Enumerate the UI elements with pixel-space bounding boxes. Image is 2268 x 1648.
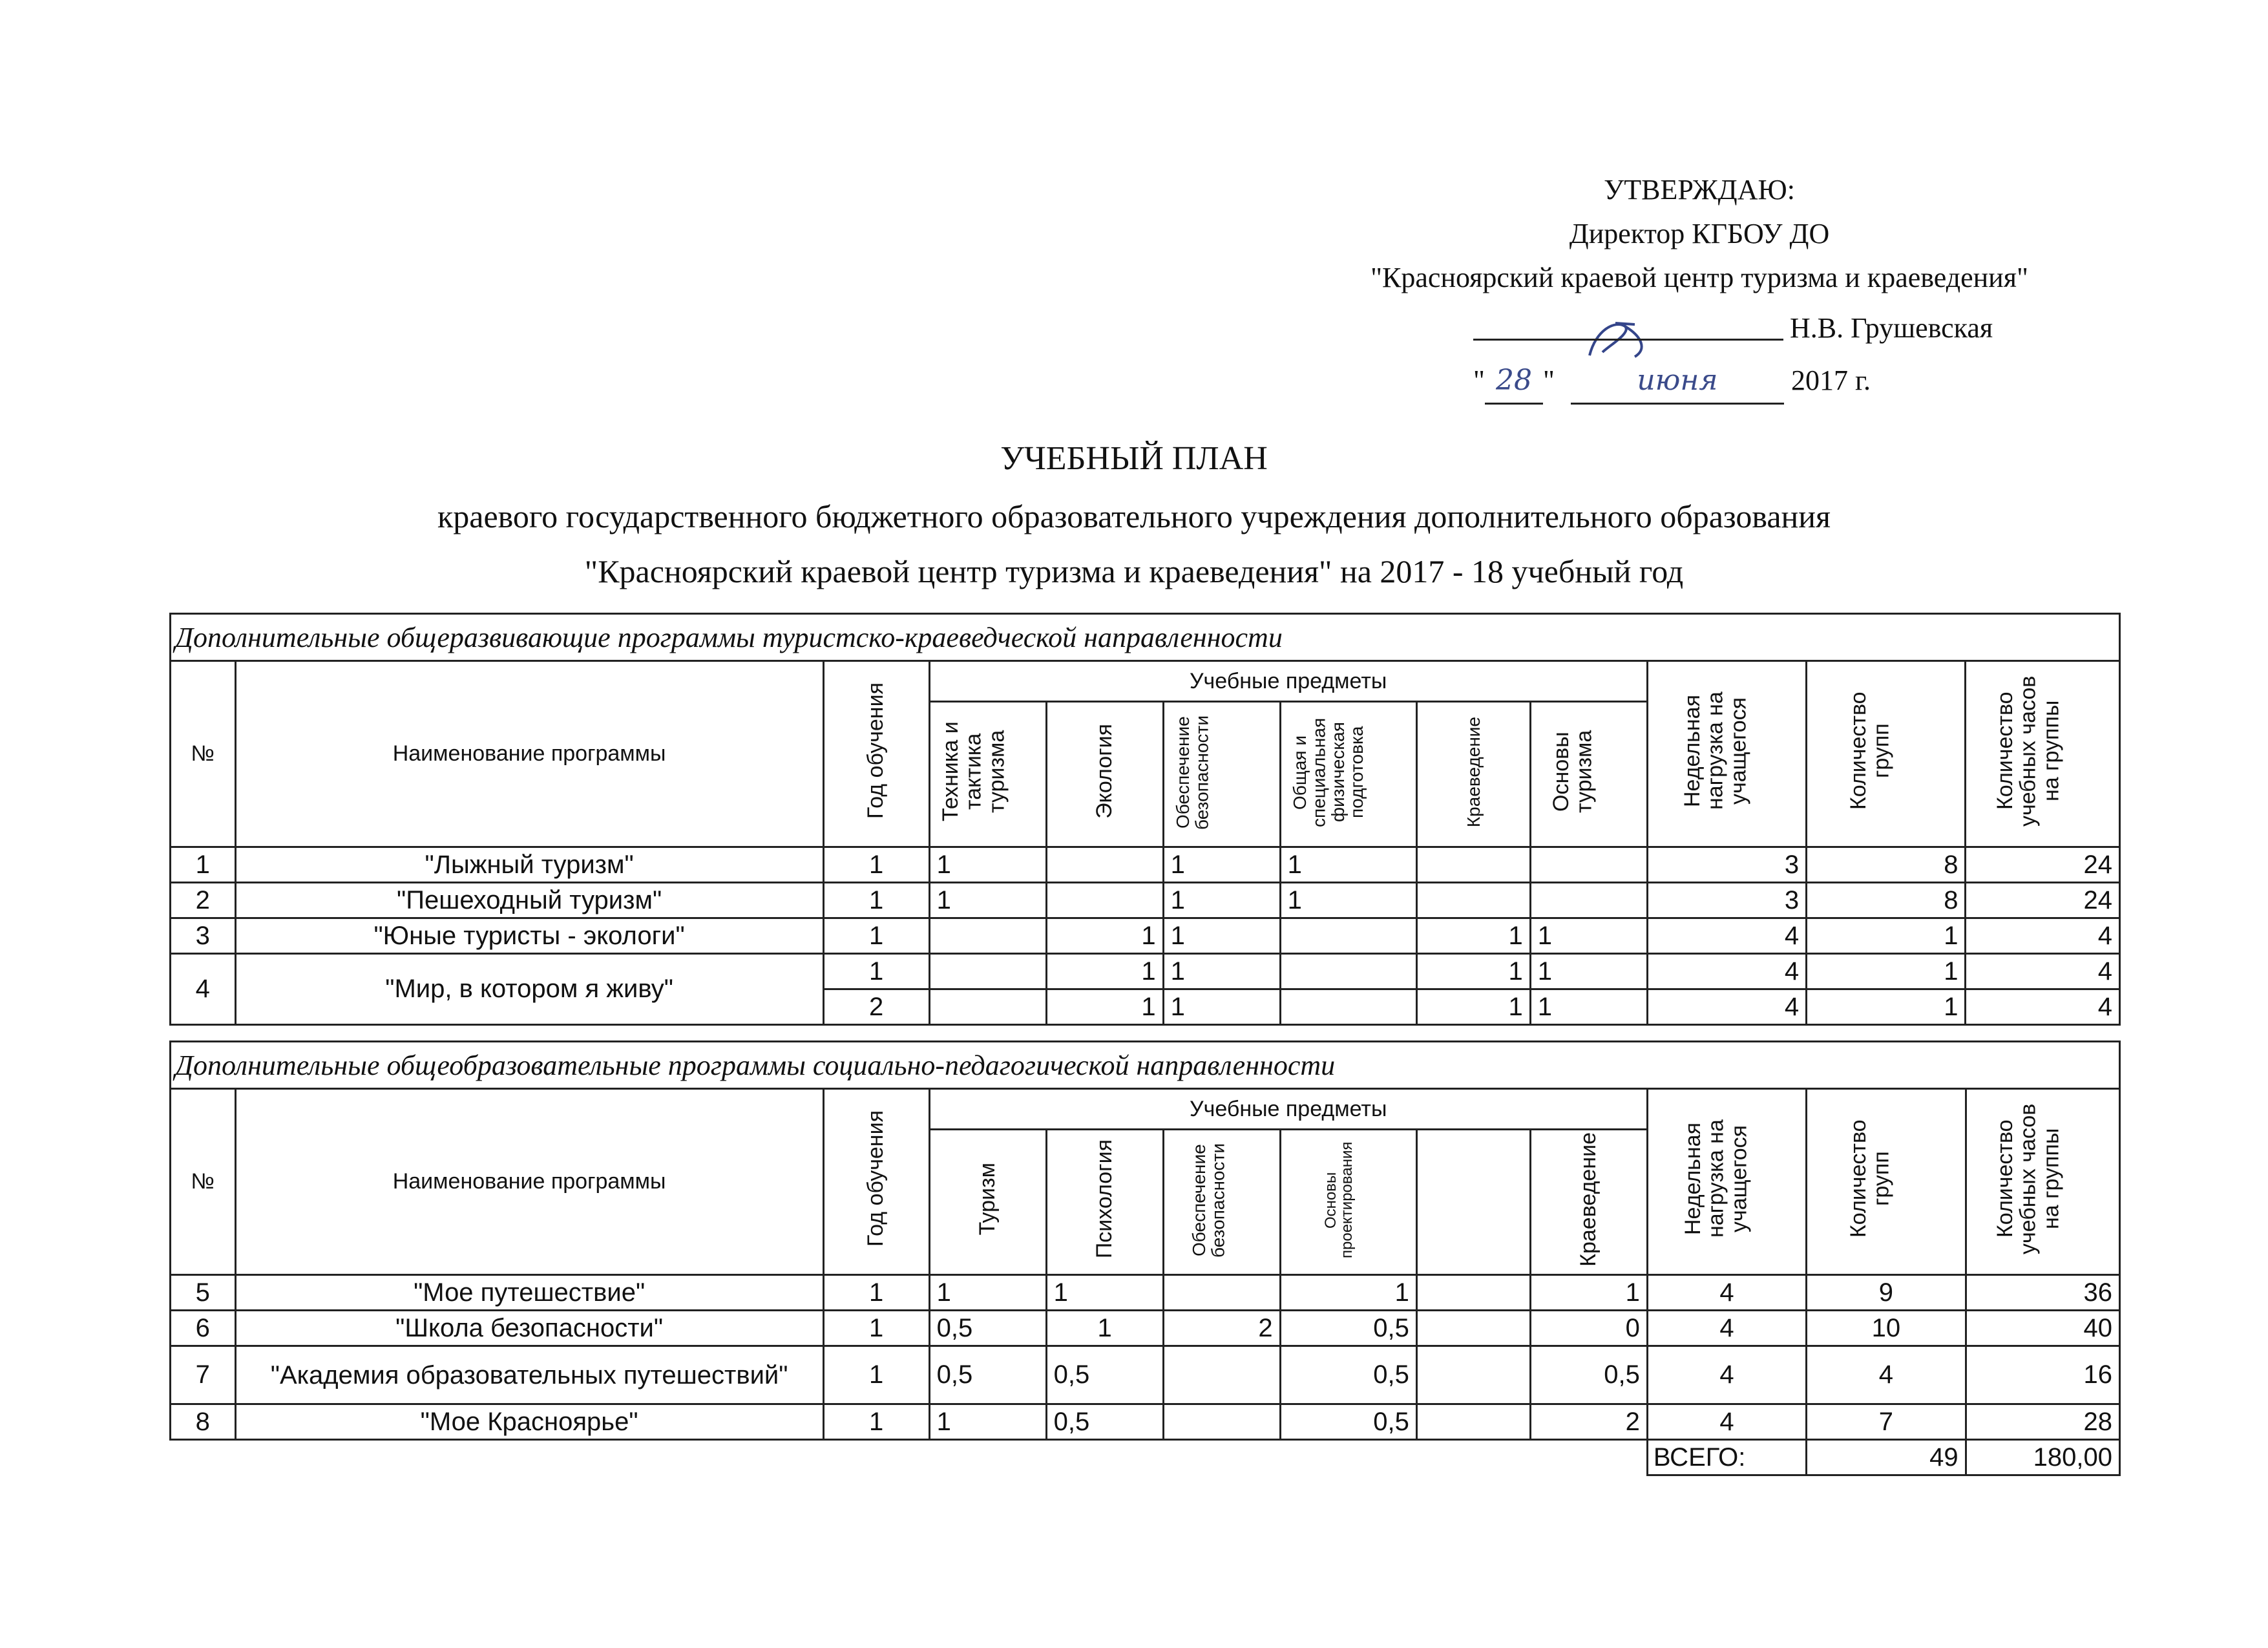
row-hours: 24 xyxy=(1966,883,2120,918)
table-row xyxy=(171,1311,2120,1346)
row-num: 6 xyxy=(171,1311,236,1346)
row-year: 1 xyxy=(823,883,929,918)
section1-table xyxy=(169,613,2121,1026)
row-num: 8 xyxy=(171,1404,236,1440)
table-row xyxy=(171,883,2120,918)
row-groups: 10 xyxy=(1807,1311,1966,1346)
signer-name: Н.В. Грушевская xyxy=(1790,312,1993,344)
row-num: 7 xyxy=(171,1346,236,1404)
row-name: "Академия образовательных путешествий" xyxy=(235,1346,823,1404)
row-s5 xyxy=(1416,883,1530,918)
row-s2: 0,5 xyxy=(1046,1346,1163,1404)
row-s2: 1 xyxy=(1046,989,1163,1025)
header-groups: Количество групп xyxy=(1845,1119,1894,1238)
header-subject-6: Основы туризма xyxy=(1548,730,1597,813)
row-s2 xyxy=(1046,883,1163,918)
row-name: "Пешеходный туризм" xyxy=(235,883,823,918)
row-s5 xyxy=(1416,847,1530,883)
total-label: ВСЕГО: xyxy=(1647,1440,1806,1475)
row-s2: 1 xyxy=(1046,954,1163,989)
table-row xyxy=(171,918,2120,954)
row-s3 xyxy=(1163,1346,1280,1404)
row-s6: 1 xyxy=(1530,989,1647,1025)
row-num: 3 xyxy=(171,918,236,954)
row-s5 xyxy=(1416,1346,1530,1404)
header-subject-5: Краеведение xyxy=(1463,716,1484,828)
section2-table xyxy=(169,1041,2121,1476)
header-year: Год обучения xyxy=(863,682,888,819)
row-groups: 1 xyxy=(1807,918,1966,954)
row-s2 xyxy=(1046,847,1163,883)
header-subject-1: Туризм xyxy=(974,1163,1000,1236)
row-hours: 4 xyxy=(1966,989,2120,1025)
row-s6 xyxy=(1530,883,1647,918)
table-row xyxy=(171,847,2120,883)
row-groups: 4 xyxy=(1807,1346,1966,1404)
row-s6: 1 xyxy=(1530,1275,1647,1311)
header-subject-4: Общая и специальная физическая подготовка xyxy=(1289,717,1367,827)
header-subject-4: Основы проектирования xyxy=(1321,1141,1356,1258)
row-s6: 1 xyxy=(1530,954,1647,989)
row-s1: 1 xyxy=(929,1404,1046,1440)
header-subject-2: Экология xyxy=(1091,724,1117,819)
header-hours: Количество учебных часов на группы xyxy=(1993,1103,2064,1254)
table-row xyxy=(171,1346,2120,1404)
total-hours: 180,00 xyxy=(1966,1440,2119,1475)
approval-position: Директор КГБОУ ДО xyxy=(1569,218,1830,249)
row-s4: 0,5 xyxy=(1280,1404,1416,1440)
row-s6: 1 xyxy=(1530,918,1647,954)
row-year: 2 xyxy=(823,989,929,1025)
row-s1: 0,5 xyxy=(929,1346,1046,1404)
row-name: "Лыжный туризм" xyxy=(235,847,823,883)
header-subject-3: Обеспечение безопасности xyxy=(1172,715,1212,830)
table-row xyxy=(171,954,2120,989)
row-s2: 1 xyxy=(1046,1311,1163,1346)
date-year: 2017 г. xyxy=(1790,364,1871,396)
row-groups: 1 xyxy=(1807,989,1966,1025)
date-quote-open: " xyxy=(1473,364,1485,396)
row-year: 1 xyxy=(823,954,929,989)
row-hours: 24 xyxy=(1966,847,2120,883)
section2-title: Дополнительные общеобразовательные программы социально-педагогической направленности xyxy=(171,1042,2120,1089)
row-groups: 9 xyxy=(1807,1275,1966,1311)
row-s5: 1 xyxy=(1416,918,1530,954)
row-s2: 0,5 xyxy=(1046,1404,1163,1440)
row-num: 4 xyxy=(171,954,236,1025)
row-s4: 0,5 xyxy=(1280,1311,1416,1346)
row-load: 4 xyxy=(1647,1275,1806,1311)
row-groups: 1 xyxy=(1807,954,1966,989)
row-s3: 1 xyxy=(1163,847,1280,883)
row-s4 xyxy=(1280,918,1416,954)
approval-block xyxy=(1279,168,2119,397)
row-s3: 1 xyxy=(1163,918,1280,954)
header-year: Год обучения xyxy=(863,1110,888,1247)
row-name: "Мое путешествие" xyxy=(235,1275,823,1311)
row-num: 2 xyxy=(171,883,236,918)
row-name: "Мир, в котором я живу" xyxy=(235,954,823,1025)
row-year: 1 xyxy=(823,1275,929,1311)
row-s2: 1 xyxy=(1046,1275,1163,1311)
row-s4: 0,5 xyxy=(1280,1346,1416,1404)
row-s4 xyxy=(1280,989,1416,1025)
row-groups: 8 xyxy=(1807,883,1966,918)
row-year: 1 xyxy=(823,918,929,954)
row-load: 4 xyxy=(1647,1311,1806,1346)
row-name: "Юные туристы - экологи" xyxy=(235,918,823,954)
date-day-field xyxy=(1485,359,1543,405)
row-s1 xyxy=(929,989,1046,1025)
signature-line xyxy=(1473,339,1783,341)
row-s3 xyxy=(1163,1404,1280,1440)
row-year: 1 xyxy=(823,1404,929,1440)
row-s4: 1 xyxy=(1280,883,1416,918)
row-load: 4 xyxy=(1647,1404,1806,1440)
header-load: Недельная нагрузка на учащегося xyxy=(1680,1119,1751,1238)
total-groups: 49 xyxy=(1807,1440,1966,1475)
row-s1: 1 xyxy=(929,1275,1046,1311)
header-hours: Количество учебных часов на группы xyxy=(1993,675,2064,827)
row-s6: 0 xyxy=(1530,1311,1647,1346)
row-s3: 2 xyxy=(1163,1311,1280,1346)
row-load: 3 xyxy=(1647,847,1806,883)
header-subject-2: Психология xyxy=(1091,1139,1117,1259)
row-s1: 1 xyxy=(929,847,1046,883)
row-name: "Школа безопасности" xyxy=(235,1311,823,1346)
row-s3 xyxy=(1163,1275,1280,1311)
row-s3: 1 xyxy=(1163,989,1280,1025)
row-hours: 4 xyxy=(1966,918,2120,954)
row-year: 1 xyxy=(823,1346,929,1404)
row-year: 1 xyxy=(823,847,929,883)
row-s5 xyxy=(1416,1311,1530,1346)
row-hours: 40 xyxy=(1966,1311,2119,1346)
row-s6: 2 xyxy=(1530,1404,1647,1440)
approval-organization: "Красноярский краевой центр туризма и краеведения" xyxy=(1370,262,2028,293)
row-s5: 1 xyxy=(1416,954,1530,989)
row-load: 4 xyxy=(1647,954,1806,989)
row-hours: 16 xyxy=(1966,1346,2119,1404)
row-s1: 0,5 xyxy=(929,1311,1046,1346)
row-groups: 8 xyxy=(1807,847,1966,883)
row-s3: 1 xyxy=(1163,883,1280,918)
row-s4: 1 xyxy=(1280,847,1416,883)
header-subject-3: Обеспечение безопасности xyxy=(1188,1143,1228,1258)
date-quote-close: " xyxy=(1542,364,1555,396)
row-load: 3 xyxy=(1647,883,1806,918)
row-num: 5 xyxy=(171,1275,236,1311)
total-spacer xyxy=(171,1440,1648,1475)
date-month: июня xyxy=(1637,364,1718,397)
header-subjects: Учебные предметы xyxy=(929,661,1647,702)
row-hours: 36 xyxy=(1966,1275,2119,1311)
header-groups: Количество групп xyxy=(1845,692,1894,810)
header-num: № xyxy=(171,661,236,847)
row-load: 4 xyxy=(1647,989,1806,1025)
row-s6: 0,5 xyxy=(1530,1346,1647,1404)
document-subtitle-1: краевого государственного бюджетного образовательного учреждения дополнительного образования xyxy=(437,498,1831,534)
header-name: Наименование программы xyxy=(235,1089,823,1275)
row-s5 xyxy=(1416,1404,1530,1440)
row-load: 4 xyxy=(1647,1346,1806,1404)
header-subjects: Учебные предметы xyxy=(929,1089,1647,1130)
header-num: № xyxy=(171,1089,236,1275)
row-s1 xyxy=(929,954,1046,989)
document-subtitle-2: "Красноярский краевой центр туризма и краеведения" на 2017 - 18 учебный год xyxy=(584,553,1684,589)
row-hours: 4 xyxy=(1966,954,2120,989)
row-s2: 1 xyxy=(1046,918,1163,954)
row-s4 xyxy=(1280,954,1416,989)
row-year: 1 xyxy=(823,1311,929,1346)
row-s4: 1 xyxy=(1280,1275,1416,1311)
approval-heading: УТВЕРЖДАЮ: xyxy=(1604,174,1795,206)
table-row xyxy=(171,1404,2120,1440)
header-name: Наименование программы xyxy=(235,661,823,847)
header-load: Недельная нагрузка на учащегося xyxy=(1680,692,1751,810)
row-s5: 1 xyxy=(1416,989,1530,1025)
header-subject-6: Краеведение xyxy=(1575,1132,1601,1267)
document-title: УЧЕБНЫЙ ПЛАН xyxy=(1000,440,1268,477)
date-month-field xyxy=(1571,359,1784,405)
row-s3: 1 xyxy=(1163,954,1280,989)
row-load: 4 xyxy=(1647,918,1806,954)
header-subject-5 xyxy=(1416,1130,1530,1275)
approval-date xyxy=(1473,359,2119,405)
row-groups: 7 xyxy=(1807,1404,1966,1440)
row-hours: 28 xyxy=(1966,1404,2119,1440)
table-row xyxy=(171,1275,2120,1311)
section1-title: Дополнительные общеразвивающие программы туристско-краеведческой направленности xyxy=(171,614,2120,661)
row-name: "Мое Красноярье" xyxy=(235,1404,823,1440)
row-s5 xyxy=(1416,1275,1530,1311)
header-subject-1: Техника и тактика туризма xyxy=(938,721,1009,821)
row-num: 1 xyxy=(171,847,236,883)
row-s6 xyxy=(1530,847,1647,883)
row-s1 xyxy=(929,918,1046,954)
date-day: 28 xyxy=(1495,364,1532,397)
row-s1: 1 xyxy=(929,883,1046,918)
total-row xyxy=(171,1440,2120,1475)
